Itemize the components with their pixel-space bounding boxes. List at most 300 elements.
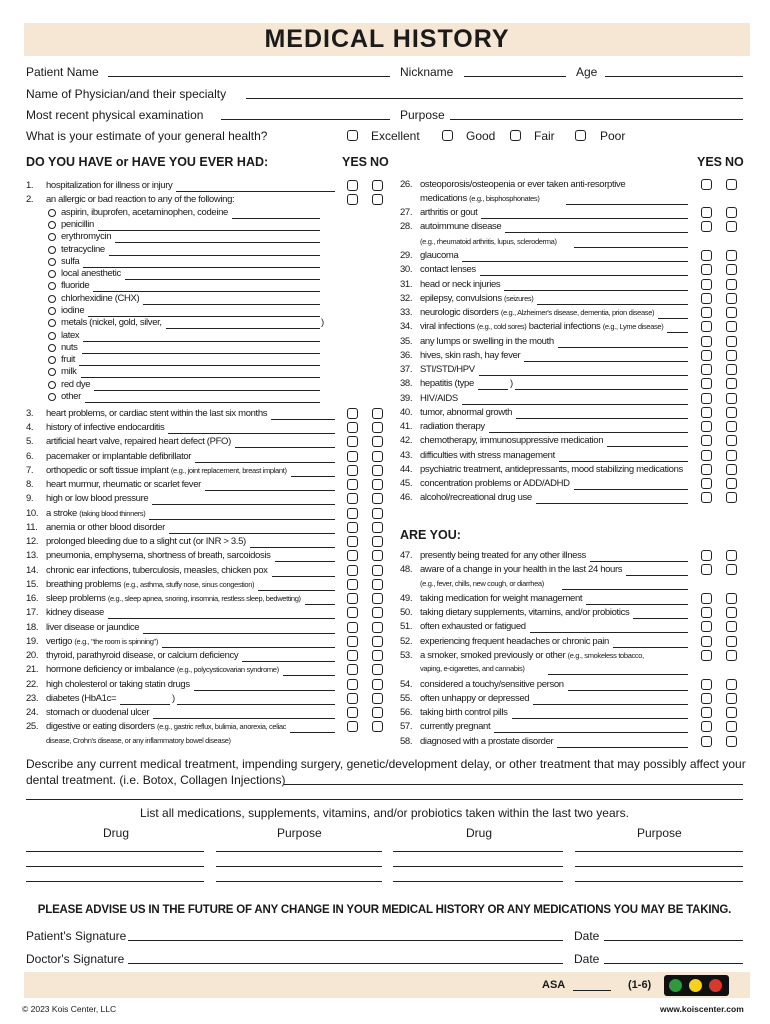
question-label: experiencing frequent headaches or chronic pain: [420, 636, 609, 647]
yes-checkbox[interactable]: [347, 451, 358, 462]
no-checkbox[interactable]: [372, 522, 383, 533]
yes-checkbox[interactable]: [347, 622, 358, 633]
no-checkbox[interactable]: [372, 508, 383, 519]
meds-title: List all medications, supplements, vitamins, and/or probiotics taken within the last two years.: [140, 806, 629, 820]
allergy-radio-icon[interactable]: [48, 258, 56, 266]
item-48-line2-field[interactable]: [562, 589, 688, 590]
no-checkbox[interactable]: [726, 221, 737, 232]
question-answer-line[interactable]: [574, 489, 688, 490]
question-answer-line[interactable]: [152, 504, 335, 505]
describe-field-2[interactable]: [26, 799, 743, 800]
item-28-line2-field[interactable]: [574, 247, 688, 248]
yes-checkbox[interactable]: [701, 421, 712, 432]
question-number: 58.: [400, 736, 413, 747]
question-text: [46, 693, 116, 705]
no-checkbox[interactable]: [372, 436, 383, 447]
question-answer-line[interactable]: [613, 647, 688, 648]
question-number: 55.: [400, 693, 413, 704]
question-answer-line[interactable]: [272, 576, 335, 577]
yes-checkbox[interactable]: [701, 435, 712, 446]
yes-checkbox[interactable]: [347, 493, 358, 504]
no-checkbox[interactable]: [726, 621, 737, 632]
medication-line[interactable]: [26, 851, 204, 852]
allergy-line[interactable]: [143, 304, 320, 305]
no-checkbox[interactable]: [726, 336, 737, 347]
question-note: (e.g., smokeless tobacco,: [567, 651, 644, 660]
yes-checkbox[interactable]: [347, 721, 358, 732]
allergy-line[interactable]: [98, 230, 320, 231]
question-answer-line[interactable]: [275, 561, 335, 562]
no-checkbox[interactable]: [372, 707, 383, 718]
question-answer-line[interactable]: [162, 647, 335, 648]
yes-checkbox[interactable]: [347, 707, 358, 718]
yes-checkbox[interactable]: [701, 450, 712, 461]
yes-checkbox[interactable]: [701, 207, 712, 218]
yes-checkbox[interactable]: [347, 693, 358, 704]
item-26-line2-field[interactable]: [566, 204, 688, 205]
no-checkbox[interactable]: [372, 408, 383, 419]
good-checkbox[interactable]: [442, 130, 453, 141]
question-answer-line[interactable]: [250, 547, 335, 548]
allergy-radio-icon[interactable]: [48, 356, 56, 364]
allergy-line[interactable]: [94, 390, 320, 391]
yes-checkbox[interactable]: [701, 350, 712, 361]
yes-checkbox[interactable]: [701, 378, 712, 389]
yes-checkbox[interactable]: [701, 250, 712, 261]
no-checkbox[interactable]: [372, 550, 383, 561]
yes-checkbox[interactable]: [347, 479, 358, 490]
question-text: [420, 321, 663, 333]
question-text: [420, 736, 553, 748]
question-label: STI/STD/HPV: [420, 364, 475, 375]
question-answer-line[interactable]: [305, 604, 335, 605]
no-checkbox[interactable]: [726, 393, 737, 404]
question-text: [420, 492, 532, 504]
yes-checkbox[interactable]: [701, 478, 712, 489]
allergy-line[interactable]: [79, 365, 320, 366]
question-label: taking dietary supplements, vitamins, and/or probiotics: [420, 607, 630, 618]
nickname-field[interactable]: [464, 76, 566, 77]
no-checkbox[interactable]: [372, 664, 383, 675]
yes-checkbox[interactable]: [701, 307, 712, 318]
yes-checkbox[interactable]: [701, 650, 712, 661]
question-label: hospitalization for illness or injury: [46, 180, 173, 191]
question-answer-line[interactable]: [258, 590, 335, 591]
question-answer-line[interactable]: [195, 462, 335, 463]
no-checkbox[interactable]: [372, 636, 383, 647]
question-answer-line[interactable]: [168, 433, 335, 434]
no-checkbox[interactable]: [726, 378, 737, 389]
question-label: an allergic or bad reaction to any of the following:: [46, 194, 235, 205]
question-number: 6.: [26, 451, 34, 462]
yes-checkbox[interactable]: [347, 636, 358, 647]
yes-checkbox[interactable]: [347, 536, 358, 547]
yes-checkbox[interactable]: [347, 607, 358, 618]
question-label: liver disease or jaundice: [46, 622, 140, 633]
yes-checkbox[interactable]: [701, 407, 712, 418]
question-label: often exhausted or fatigued: [420, 621, 526, 632]
no-checkbox[interactable]: [726, 721, 737, 732]
yes-checkbox[interactable]: [347, 579, 358, 590]
allergy-line[interactable]: [81, 377, 320, 378]
medication-line[interactable]: [216, 866, 382, 867]
question-answer-line[interactable]: [537, 304, 688, 305]
item-53-line2-field[interactable]: [548, 674, 688, 675]
question-answer-line[interactable]: [667, 332, 688, 333]
allergy-line[interactable]: [82, 353, 320, 354]
medication-line[interactable]: [393, 851, 563, 852]
yes-checkbox[interactable]: [701, 179, 712, 190]
question-number: 23.: [26, 693, 39, 704]
question-note: (e.g., cold sores): [476, 322, 527, 331]
yes-checkbox[interactable]: [347, 408, 358, 419]
allergy-line[interactable]: [88, 316, 320, 317]
allergy-radio-icon[interactable]: [48, 270, 56, 278]
allergy-line[interactable]: [83, 267, 320, 268]
question-answer-line[interactable]: [558, 347, 688, 348]
age-field[interactable]: [605, 76, 743, 77]
no-checkbox[interactable]: [372, 451, 383, 462]
no-checkbox[interactable]: [372, 593, 383, 604]
no-checkbox[interactable]: [726, 264, 737, 275]
no-checkbox[interactable]: [372, 622, 383, 633]
red-light-icon[interactable]: [708, 978, 723, 993]
question-answer-line[interactable]: [494, 732, 688, 733]
yes-checkbox[interactable]: [347, 664, 358, 675]
allergy-line[interactable]: [232, 218, 320, 219]
question-label: psychiatric treatment, antidepressants, mood stabilizing medications: [420, 464, 683, 475]
medication-line[interactable]: [575, 881, 743, 882]
no-checkbox[interactable]: [726, 478, 737, 489]
no-checkbox[interactable]: [372, 493, 383, 504]
describe-text: Describe any current medical treatment, impending surgery, genetic/development delay, or other treatment that may possibly affect your: [26, 757, 746, 771]
question-answer-line[interactable]: [586, 604, 688, 605]
no-checkbox[interactable]: [726, 179, 737, 190]
no-checkbox[interactable]: [726, 736, 737, 747]
question-text: [420, 550, 586, 562]
question-text: [420, 207, 477, 219]
yes-checkbox[interactable]: [701, 593, 712, 604]
allergy-line[interactable]: [125, 279, 320, 280]
yes-checkbox[interactable]: [347, 180, 358, 191]
question-text: [46, 180, 172, 192]
allergy-label: nuts: [61, 342, 78, 353]
question-answer-line[interactable]: [271, 419, 335, 420]
yes-checkbox[interactable]: [347, 522, 358, 533]
no-checkbox[interactable]: [726, 679, 737, 690]
allergy-line[interactable]: [166, 328, 320, 329]
yes-checkbox[interactable]: [701, 364, 712, 375]
yes-checkbox[interactable]: [347, 422, 358, 433]
question-text: [420, 693, 529, 705]
question-answer-line[interactable]: [153, 718, 335, 719]
medication-line[interactable]: [216, 851, 382, 852]
question-label: taking birth control pills: [420, 707, 508, 718]
question-answer-line[interactable]: [533, 704, 688, 705]
question-label: chronic ear infections, tuberculosis, measles, chicken pox: [46, 565, 268, 576]
question-label: currently pregnant: [420, 721, 491, 732]
no-checkbox[interactable]: [372, 536, 383, 547]
question-number: 35.: [400, 336, 413, 347]
yes-checkbox[interactable]: [347, 650, 358, 661]
question-text: [420, 393, 458, 405]
yes-checkbox[interactable]: [701, 221, 712, 232]
allergy-line[interactable]: [109, 255, 320, 256]
patient-name-field[interactable]: [108, 76, 390, 77]
no-checkbox[interactable]: [372, 194, 383, 205]
question-answer-line[interactable]: [516, 418, 688, 419]
question-answer-line[interactable]: [120, 704, 335, 705]
exam-field[interactable]: [221, 119, 390, 120]
yes-checkbox[interactable]: [701, 550, 712, 561]
question-answer-line[interactable]: [149, 519, 335, 520]
question-answer-line[interactable]: [480, 275, 688, 276]
question-answer-line[interactable]: [290, 732, 335, 733]
no-checkbox[interactable]: [726, 250, 737, 261]
medication-line[interactable]: [575, 866, 743, 867]
allergy-radio-icon[interactable]: [48, 246, 56, 254]
allergy-line[interactable]: [83, 341, 320, 342]
allergy-radio-icon[interactable]: [48, 307, 56, 315]
poor-checkbox[interactable]: [575, 130, 586, 141]
allergy-line[interactable]: [93, 291, 320, 292]
question-text: [420, 364, 475, 376]
yes-checkbox[interactable]: [701, 707, 712, 718]
no-checkbox[interactable]: [372, 607, 383, 618]
yes-checkbox[interactable]: [347, 508, 358, 519]
question-number: 57.: [400, 721, 413, 732]
question-answer-line[interactable]: [512, 718, 688, 719]
purpose-header-2: Purpose: [637, 826, 682, 840]
excellent-checkbox[interactable]: [347, 130, 358, 141]
question-answer-line[interactable]: [559, 461, 688, 462]
yes-checkbox[interactable]: [347, 465, 358, 476]
question-answer-line[interactable]: [462, 404, 688, 405]
question-text: [420, 307, 654, 319]
question-label: orthopedic or soft tissue implant: [46, 465, 169, 476]
question-number: 40.: [400, 407, 413, 418]
patient-signature-field[interactable]: [128, 940, 563, 941]
question-answer-line[interactable]: [108, 618, 335, 619]
allergy-radio-icon[interactable]: [48, 381, 56, 389]
medication-line[interactable]: [26, 866, 204, 867]
question-number: 27.: [400, 207, 413, 218]
allergy-label: metals (nickel, gold, silver,: [61, 317, 162, 328]
doctor-date-field[interactable]: [604, 963, 743, 964]
page-title: MEDICAL HISTORY: [264, 25, 510, 53]
title-banner: [24, 23, 750, 56]
yes-checkbox[interactable]: [347, 679, 358, 690]
question-answer-line[interactable]: [536, 503, 688, 504]
no-checkbox[interactable]: [372, 721, 383, 732]
question-answer-line[interactable]: [626, 575, 688, 576]
medication-line[interactable]: [393, 866, 563, 867]
medication-line[interactable]: [575, 851, 743, 852]
question-answer-line[interactable]: [176, 191, 335, 192]
yes-checkbox[interactable]: [701, 492, 712, 503]
question-text: [46, 522, 165, 534]
yes-checkbox[interactable]: [701, 264, 712, 275]
question-answer-line[interactable]: [194, 690, 335, 691]
no-checkbox[interactable]: [726, 279, 737, 290]
question-answer-line[interactable]: [291, 476, 335, 477]
green-light-icon[interactable]: [668, 978, 683, 993]
no-checkbox[interactable]: [726, 707, 737, 718]
question-answer-line[interactable]: [462, 261, 688, 262]
yes-checkbox[interactable]: [701, 564, 712, 575]
medication-line[interactable]: [216, 881, 382, 882]
question-text: [46, 607, 104, 619]
question-answer-line[interactable]: [283, 675, 335, 676]
question-note: (e.g., gastric reflux, bulimia, anorexia, celiac: [156, 722, 287, 731]
no-checkbox[interactable]: [372, 422, 383, 433]
question-answer-line[interactable]: [557, 747, 688, 748]
allergy-radio-icon[interactable]: [48, 319, 56, 327]
allergy-radio-icon[interactable]: [48, 233, 56, 241]
no-checkbox[interactable]: [726, 464, 737, 475]
no-checkbox[interactable]: [726, 435, 737, 446]
no-checkbox[interactable]: [372, 579, 383, 590]
no-checkbox[interactable]: [726, 593, 737, 604]
question-answer-line[interactable]: [143, 633, 335, 634]
no-checkbox[interactable]: [372, 180, 383, 191]
yes-checkbox[interactable]: [347, 593, 358, 604]
no-checkbox[interactable]: [726, 650, 737, 661]
no-checkbox[interactable]: [372, 479, 383, 490]
question-answer-line[interactable]: [489, 432, 688, 433]
no-checkbox[interactable]: [726, 607, 737, 618]
yes-checkbox[interactable]: [701, 736, 712, 747]
question-label: hormone deficiency or imbalance: [46, 664, 175, 675]
allergy-radio-icon[interactable]: [48, 368, 56, 376]
allergy-radio-icon[interactable]: [48, 344, 56, 352]
no-checkbox[interactable]: [726, 492, 737, 503]
question-answer-line[interactable]: [479, 375, 688, 376]
question-text: [46, 508, 145, 520]
describe-field-1[interactable]: [284, 784, 743, 785]
no-checkbox[interactable]: [726, 693, 737, 704]
question-number: 21.: [26, 664, 39, 675]
no-checkbox[interactable]: [372, 650, 383, 661]
question-answer-line[interactable]: [568, 690, 688, 691]
purpose-field[interactable]: [450, 119, 743, 120]
allergy-radio-icon[interactable]: [48, 393, 56, 401]
question-number: 56.: [400, 707, 413, 718]
yes-checkbox[interactable]: [701, 293, 712, 304]
question-text: [46, 579, 254, 591]
question-label: history of infective endocarditis: [46, 422, 165, 433]
no-checkbox[interactable]: [372, 679, 383, 690]
asa-field[interactable]: [573, 990, 611, 991]
allergy-line[interactable]: [85, 402, 320, 403]
fair-checkbox[interactable]: [510, 130, 521, 141]
question-answer-line[interactable]: [590, 561, 688, 562]
yes-checkbox[interactable]: [701, 636, 712, 647]
no-checkbox[interactable]: [726, 636, 737, 647]
question-label: anemia or other blood disorder: [46, 522, 165, 533]
no-checkbox[interactable]: [726, 321, 737, 332]
allergy-radio-icon[interactable]: [48, 332, 56, 340]
medication-line[interactable]: [26, 881, 204, 882]
question-text: [46, 436, 231, 448]
yes-checkbox[interactable]: [347, 565, 358, 576]
allergy-line[interactable]: [115, 242, 320, 243]
question-answer-line[interactable]: [504, 290, 688, 291]
no-header-right: NO: [725, 155, 744, 169]
no-checkbox[interactable]: [726, 364, 737, 375]
describe-text-2: dental treatment. (i.e. Botox, Collagen Injections): [26, 773, 286, 787]
no-checkbox[interactable]: [726, 450, 737, 461]
question-note: (e.g., asthma, stuffy nose, sinus congestion): [123, 580, 255, 589]
question-answer-line[interactable]: [169, 533, 335, 534]
question-answer-line[interactable]: [607, 446, 688, 447]
question-answer-line[interactable]: [205, 490, 335, 491]
yes-checkbox[interactable]: [701, 279, 712, 290]
allergy-radio-icon[interactable]: [48, 295, 56, 303]
no-checkbox[interactable]: [372, 465, 383, 476]
no-checkbox[interactable]: [726, 407, 737, 418]
yellow-light-icon[interactable]: [688, 978, 703, 993]
question-text: [420, 621, 526, 633]
question-label: high or low blood pressure: [46, 493, 149, 504]
question-answer-line[interactable]: [524, 361, 688, 362]
no-checkbox[interactable]: [372, 693, 383, 704]
question-answer-line[interactable]: [633, 618, 688, 619]
no-checkbox[interactable]: [726, 550, 737, 561]
no-checkbox[interactable]: [726, 307, 737, 318]
yes-checkbox[interactable]: [701, 693, 712, 704]
yes-checkbox[interactable]: [701, 621, 712, 632]
yes-checkbox[interactable]: [347, 436, 358, 447]
no-checkbox[interactable]: [726, 421, 737, 432]
question-answer-line[interactable]: [530, 632, 688, 633]
allergy-label: red dye: [61, 379, 91, 390]
yes-checkbox[interactable]: [701, 721, 712, 732]
question-answer-line[interactable]: [505, 232, 688, 233]
allergy-radio-icon[interactable]: [48, 282, 56, 290]
physician-field[interactable]: [246, 98, 743, 99]
question-label: presently being treated for any other illness: [420, 550, 586, 561]
medication-line[interactable]: [393, 881, 563, 882]
yes-checkbox[interactable]: [347, 194, 358, 205]
question-answer-line[interactable]: [481, 218, 688, 219]
no-checkbox[interactable]: [726, 293, 737, 304]
allergy-label: erythromycin: [61, 231, 112, 242]
doctor-signature-field[interactable]: [128, 963, 563, 964]
no-checkbox[interactable]: [372, 565, 383, 576]
yes-checkbox[interactable]: [701, 679, 712, 690]
yes-checkbox[interactable]: [347, 550, 358, 561]
yes-checkbox[interactable]: [701, 336, 712, 347]
allergy-radio-icon[interactable]: [48, 221, 56, 229]
yes-checkbox[interactable]: [701, 393, 712, 404]
no-checkbox[interactable]: [726, 350, 737, 361]
question-text: [46, 536, 246, 548]
no-checkbox[interactable]: [726, 207, 737, 218]
allergy-radio-icon[interactable]: [48, 209, 56, 217]
question-answer-line[interactable]: [658, 318, 688, 319]
yes-checkbox[interactable]: [701, 321, 712, 332]
yes-checkbox[interactable]: [701, 607, 712, 618]
no-checkbox[interactable]: [726, 564, 737, 575]
yes-checkbox[interactable]: [701, 464, 712, 475]
question-number: 10.: [26, 508, 39, 519]
question-answer-line[interactable]: [242, 661, 335, 662]
question-answer-line[interactable]: [235, 447, 335, 448]
question-number: 46.: [400, 492, 413, 503]
patient-signature-label: Patient's Signature: [26, 929, 127, 943]
patient-date-field[interactable]: [604, 940, 743, 941]
